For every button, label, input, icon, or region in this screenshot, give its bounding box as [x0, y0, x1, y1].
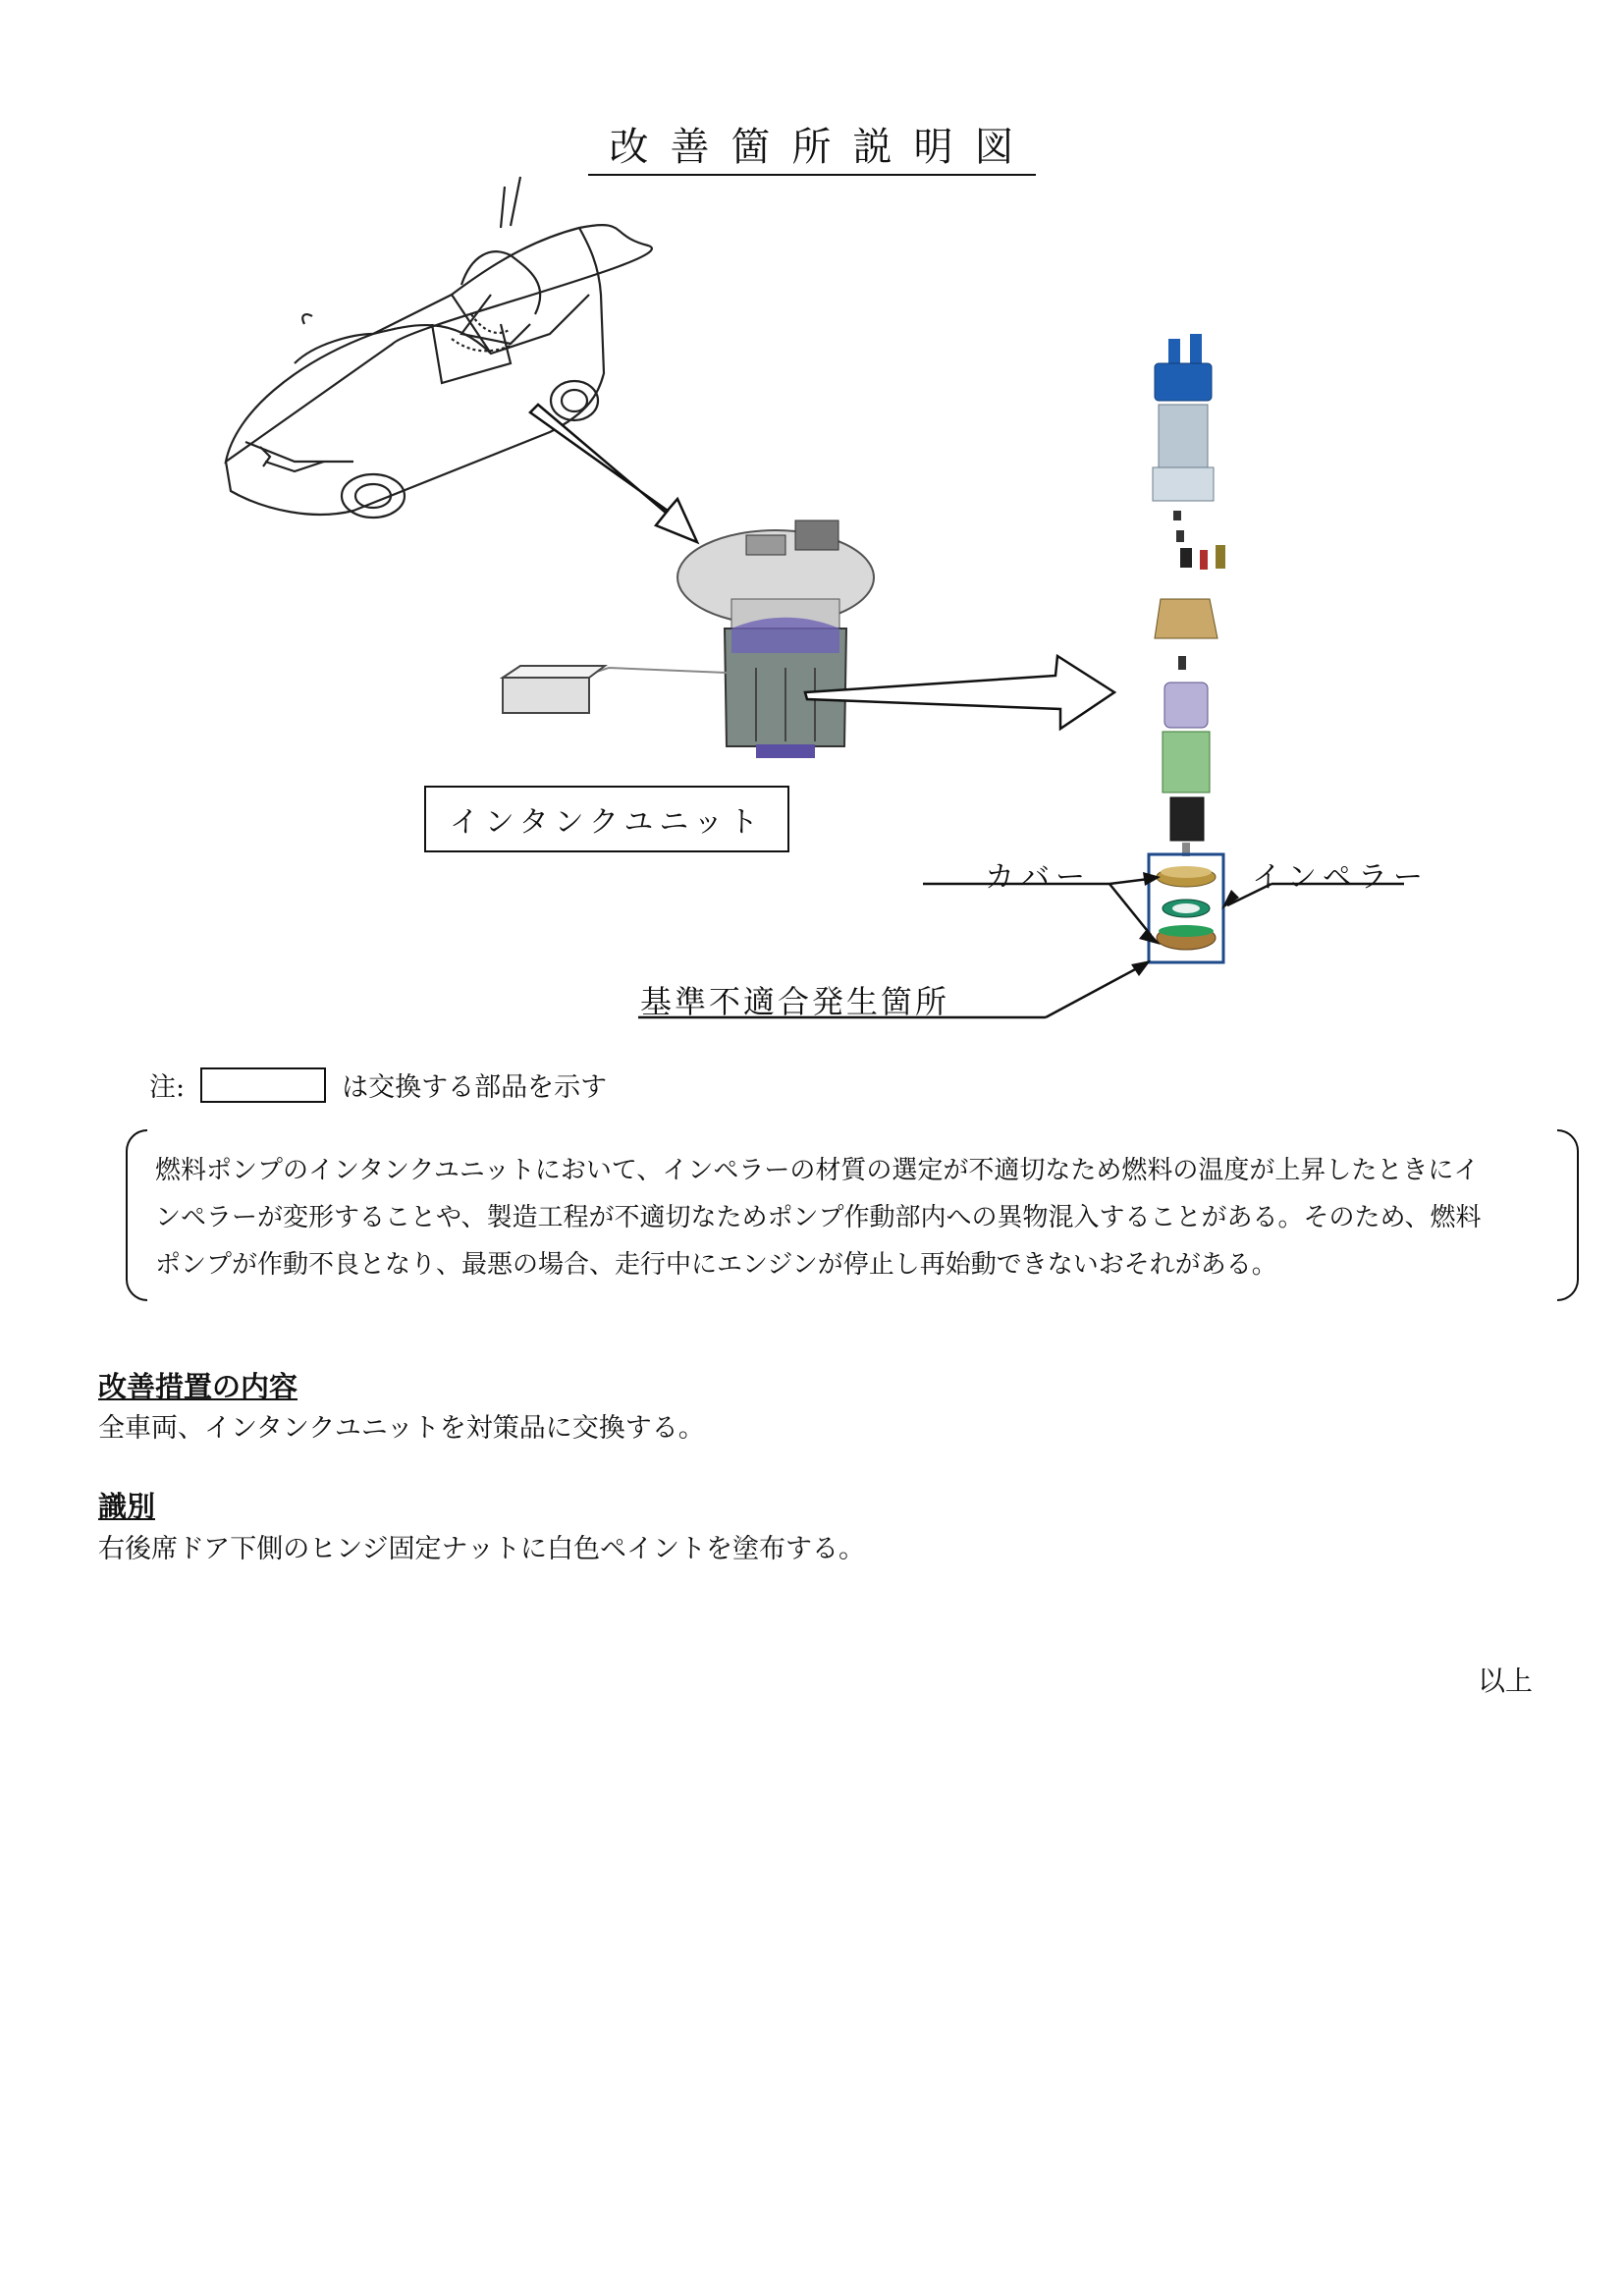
exploded-pump-parts: [1149, 334, 1225, 962]
cover-label: カバー: [985, 860, 1091, 895]
description-line: ンペラーが変形することや、製造工程が不適切なためポンプ作動部内への異物混入することがある。そのため、燃料: [155, 1203, 1482, 1232]
impeller-label: インペラー: [1252, 860, 1429, 895]
defect-description: [126, 1129, 1579, 1301]
remedy-text: 全車両、インタンクユニットを対策品に交換する。: [98, 1413, 705, 1444]
intank-unit-label-box: [424, 786, 789, 852]
intank-unit-label: インタンクユニット: [449, 805, 765, 840]
arrow-car-to-unit: [530, 405, 697, 542]
page-title: 改善箇所説明図: [0, 116, 1623, 172]
identification-text: 右後席ドア下側のヒンジ固定ナットに白色ペイントを塗布する。: [98, 1534, 865, 1564]
arrow-unit-to-parts: [805, 656, 1114, 729]
note-prefix: 注:: [149, 1072, 186, 1103]
closing-mark: 以上: [1477, 1665, 1533, 1697]
description-line: ポンプが作動不良となり、最悪の場合、走行中にエンジンが停止し再始動できないおそれがある。: [155, 1250, 1277, 1280]
note-text: は交換する部品を示す: [342, 1072, 608, 1103]
intank-unit-illustration: [503, 520, 874, 758]
right-bracket: [1557, 1129, 1579, 1301]
left-bracket: [126, 1129, 147, 1301]
note-legend-box: [200, 1067, 326, 1103]
description-line: 燃料ポンプのインタンクユニットにおいて、インペラーの材質の選定が不適切なため燃料の温度が上昇したときにイ: [155, 1156, 1480, 1185]
identification-heading: 識別: [98, 1490, 156, 1523]
note: [149, 1066, 607, 1104]
diagram: [0, 0, 1623, 1061]
car-illustration: [226, 177, 652, 518]
defect-location-label: 基準不適合発生箇所: [640, 983, 950, 1020]
remedy-heading: 改善措置の内容: [98, 1370, 298, 1403]
